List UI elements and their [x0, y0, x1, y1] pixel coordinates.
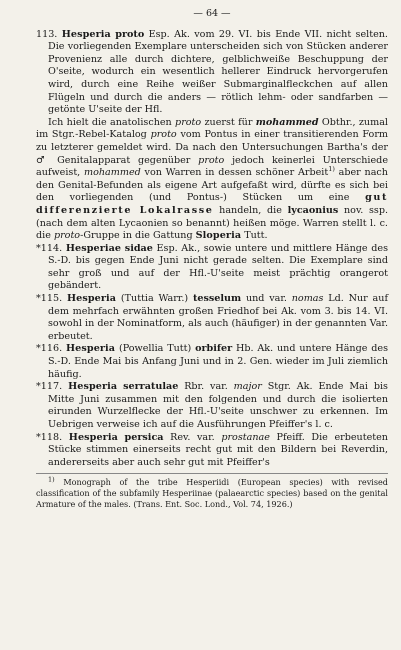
text-run: Rbr. var.	[178, 381, 234, 393]
text-run: (Tuttia Warr.)	[116, 293, 193, 305]
spaced-emphasis: gut differenzierte Lokalrasse	[36, 192, 388, 216]
text-run: und var.	[241, 293, 292, 305]
page-number: — 64 —	[193, 8, 231, 19]
footnote-reference[interactable]: 1)	[328, 164, 335, 173]
new-subspecies-name: lycaonius	[287, 204, 339, 216]
entry-number: *118.	[36, 431, 63, 443]
text-run: jedoch keinerlei Unterschiede aufweist,	[36, 154, 388, 179]
entry-113	[36, 29, 388, 117]
entry-text: Esp. Ak. vom 29. VI. bis Ende VII. nicht selten. Die vorliegenden Exemplare unterscheiden sich von Stücken anderer Provenienz alle durch dichtere, gelblichweiße Beschuppung der O'seite, wodurch ein wesentlich hellerer Eindruck hervorgerufen wird, durch eine Reihe weißer Submarginalfleckchen auf allen Flügeln und durch die anders — rötlich lehm- oder sandfarben — getönte U'seite der Hfl.	[48, 28, 388, 116]
entry-116	[36, 343, 388, 381]
footnote-marker: 1)	[48, 475, 55, 484]
text-run: Ich hielt die anatolischen	[48, 116, 176, 128]
text-run: vom Pontus in einer transitierenden Form zu letzterer gemeldet wird. Da nach den Untersuchungen Bartha's der ♂ Genitalapparat gegenüber	[36, 129, 388, 166]
genus-name: Hesperia	[68, 431, 118, 443]
genus-name: Sloperia	[195, 230, 242, 242]
species-italic: proto	[175, 116, 202, 128]
text-run: zuerst für	[201, 116, 256, 128]
entry-number: 113.	[36, 28, 58, 40]
entry-115	[36, 293, 388, 343]
document-page	[36, 8, 388, 509]
variety-name: nomas	[291, 293, 324, 305]
variety-name: major	[233, 381, 262, 393]
species-name: sidae	[124, 242, 153, 254]
footnote-text: Monograph of the tribe Hesperiidi (European species) with revised classification of the subfamily Hesperiinae (palaearctic species) based on the genital Armature of the males. (Trans. Ent. Soc. Lond., Vol. 74, 1926.)	[36, 477, 388, 509]
genus-name: Hesperia	[61, 28, 111, 40]
entry-number: *116.	[36, 343, 63, 355]
species-italic: proto	[198, 154, 225, 166]
species-italic: mohammed	[255, 116, 319, 128]
text-run: nov. ssp. (nach dem alten Lycaonien so benannt) heißen möge. Warren stellt l. c. die	[36, 204, 389, 242]
entry-text: Stgr. Ak. Ende Mai bis Mitte Juni zusammen mit den folgenden und durch die isolierten eirunden Wurzelflecke der Hfl.-U'seite unschwer zu erkennen. Im Uebrigen verweise ich auf die Ausführungen Pfeiffer's l. c.	[48, 381, 388, 430]
text-run: von Warren in dessen schöner Arbeit	[140, 167, 329, 179]
species-name: proto	[115, 28, 145, 40]
text-run: (Powellia Tutt)	[115, 343, 196, 355]
species-italic: mohammed	[84, 167, 141, 179]
genus-name: Hesperia	[66, 343, 116, 355]
text-run: Rev. var.	[163, 431, 222, 443]
species-name: persica	[124, 431, 164, 443]
entry-118	[36, 432, 388, 470]
genus-name: Hesperia	[68, 381, 118, 393]
text-run: Obthr., zumal im Stgr.-Rebel-Katalog	[36, 116, 388, 141]
species-italic: proto	[53, 230, 81, 242]
entry-text: Ld. Nur auf dem mehrfach erwähnten großen Friedhof bei Ak. vom 3. bis 14. VI. sowohl in der Nominatform, als auch (häufiger) in der genannten Var. erbeutet.	[48, 293, 388, 342]
entry-text: Pfeiff. Die erbeuteten Stücke stimmen einerseits recht gut mit den Bildern bei Reverdin, andererseits aber auch sehr gut mit Pfeiffer's	[48, 431, 388, 468]
entry-text: Esp. Ak., sowie untere und mittlere Hänge des S.-D. bis gegen Ende Juni nicht gerade selten. Die Exemplare sind sehr groß und auf der Hfl.-U'seite meist prächtig orangerot gebändert.	[48, 242, 388, 292]
entry-117	[36, 381, 388, 431]
species-name: serratulae	[123, 381, 179, 393]
variety-name: prostanae	[221, 431, 270, 443]
entry-text: Hb. Ak. und untere Hänge des S.-D. Ende Mai bis Anfang Juni und in 2. Gen. wieder im Juli ziemlich häufig.	[48, 343, 388, 380]
entry-number: *117.	[36, 381, 63, 393]
text-run: Tutt.	[241, 230, 268, 242]
genus-name: Hesperia	[66, 293, 117, 305]
text-run: handeln, die	[213, 204, 288, 216]
text-run: -Gruppe in die Gattung	[80, 230, 196, 242]
text-run: aber nach den Genital-Befunden als eigene Art aufgefaßt wird, dürfte es sich bei den vorliegenden (und Pontus-) Stücken um eine	[36, 167, 388, 204]
footnote	[36, 473, 388, 509]
genus-name: Hesperiae	[65, 242, 122, 254]
species-italic: proto	[150, 129, 177, 141]
entry-114	[36, 243, 388, 293]
species-name: tesselum	[192, 293, 242, 305]
species-name: orbifer	[195, 343, 233, 355]
paragraph-anatolica	[36, 117, 388, 243]
entry-number: *114.	[36, 242, 63, 254]
entry-number: *115.	[36, 293, 63, 305]
